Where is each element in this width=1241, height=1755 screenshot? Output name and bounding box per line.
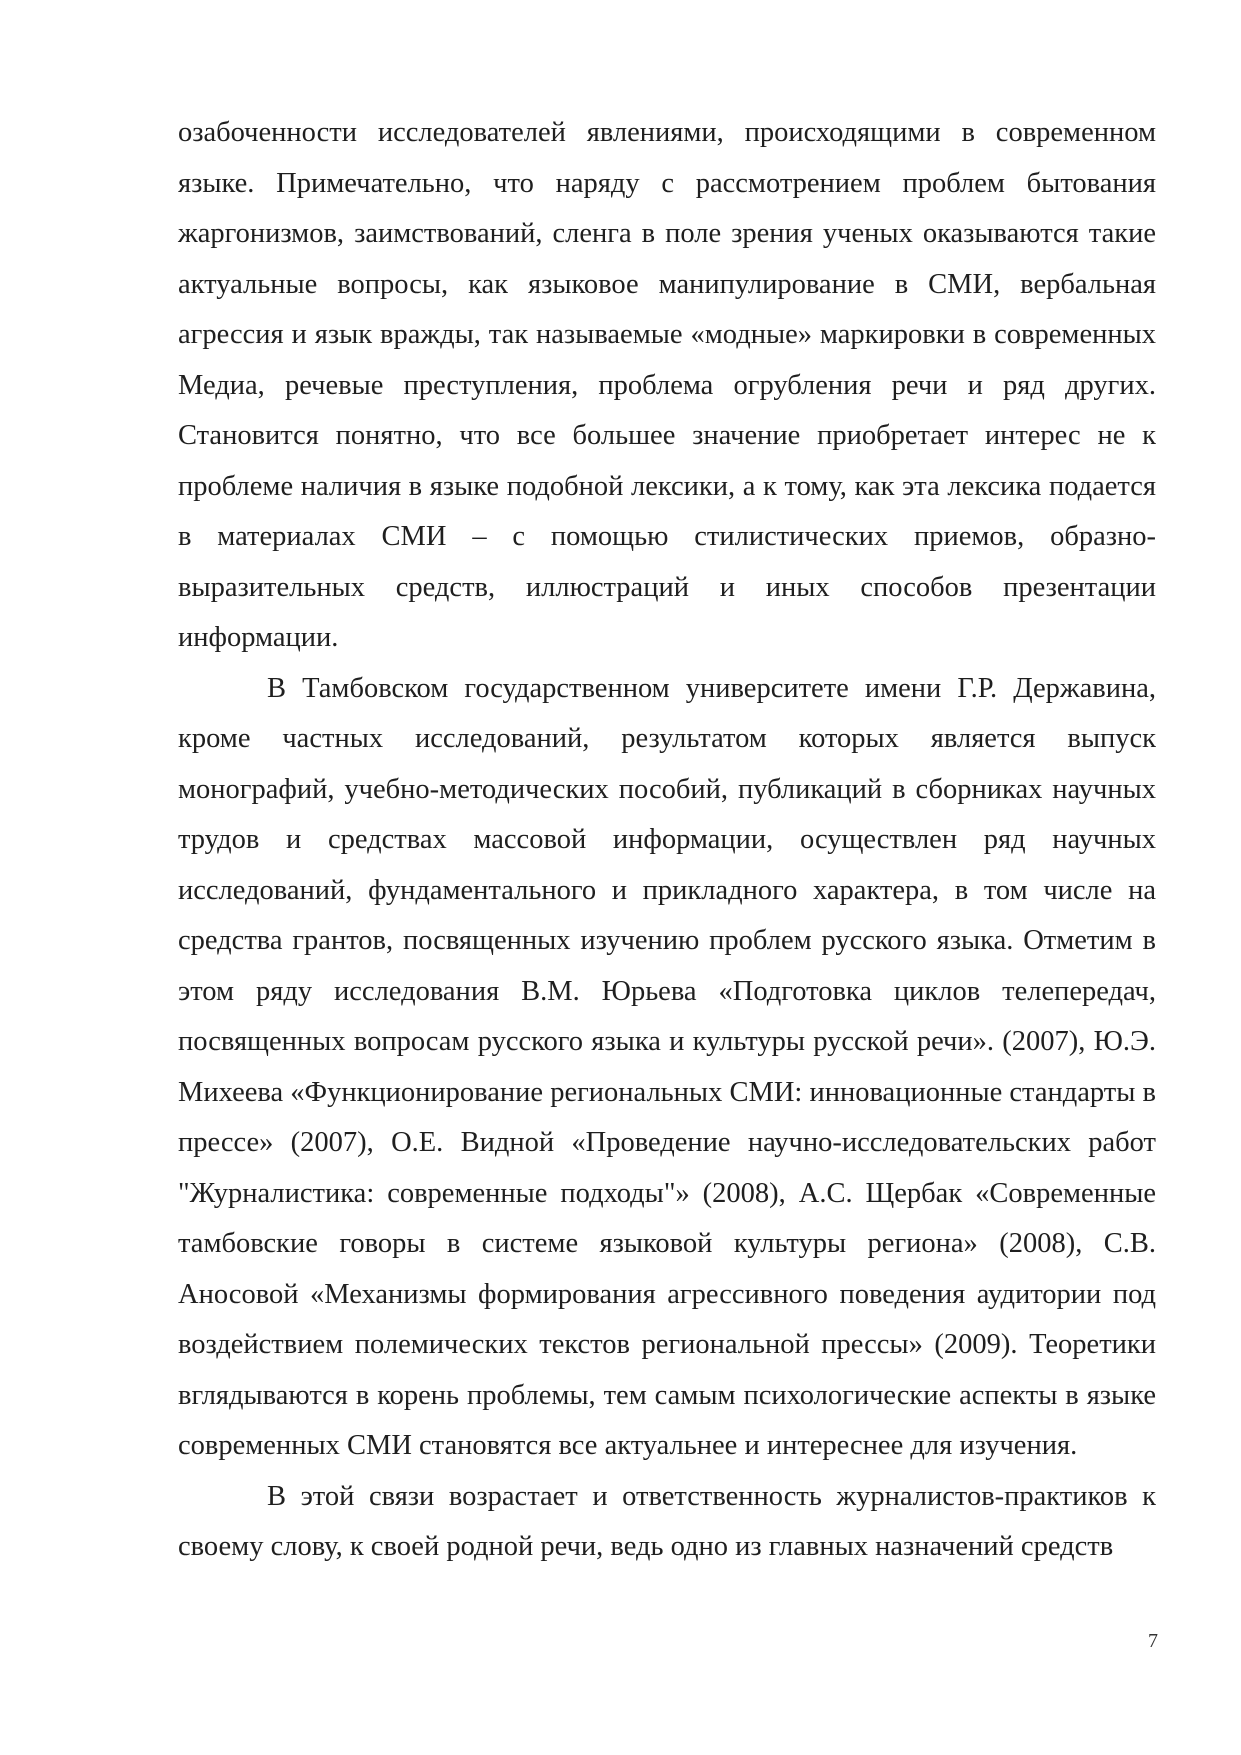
- paragraph-3: В этой связи возрастает и ответственность журналистов-практиков к своему слову, к своей родной речи, ведь одно из главных назначений средств: [178, 1480, 1156, 1562]
- body-text: [178, 108, 1156, 1573]
- paragraph-1: озабоченности исследователей явлениями, происходящими в современном языке. Примечательно, что наряду с рассмотрением проблем бытования жаргонизмов, заимствований, сленга в поле зрения ученых оказываются такие актуальные вопросы, как языковое манипулирование в СМИ, вербальная агрессия и язык вражды, так называемые «модные» маркировки в современных Медиа, речевые преступления, проблема огрубления речи и ряд других. Становится понятно, что все большее значение приобретает интерес не к проблеме наличия в языке подобной лексики, а к тому, как эта лексика подается в материалах СМИ – с помощью стилистических приемов, образно-выразительных средств, иллюстраций и иных способов презентации информации.: [178, 117, 1156, 653]
- paragraph-2: В Тамбовском государственном университете имени Г.Р. Державина, кроме частных исследований, результатом которых является выпуск монографий, учебно-методических пособий, публикаций в сборниках научных трудов и средствах массовой информации, осуществлен ряд научных исследований, фундаментального и прикладного характера, в том числе на средства грантов, посвященных изучению проблем русского языка. Отметим в этом ряду исследования В.М. Юрьева «Подготовка циклов телепередач, посвященных вопросам русского языка и культуры русской речи». (2007), Ю.Э. Михеева «Функционирование региональных СМИ: инновационные стандарты в прессе» (2007), О.Е. Видной «Проведение научно-исследовательских работ "Журналистика: современные подходы"» (2008), А.С. Щербак «Современные тамбовские говоры в системе языковой культуры региона» (2008), С.В. Аносовой «Механизмы формирования агрессивного поведения аудитории под воздействием полемических текстов региональной прессы» (2009). Теоретики вглядываются в корень проблемы, тем самым психологические аспекты в языке современных СМИ становятся все актуальнее и интереснее для изучения.: [178, 672, 1156, 1461]
- page-number: 7: [1148, 1630, 1158, 1652]
